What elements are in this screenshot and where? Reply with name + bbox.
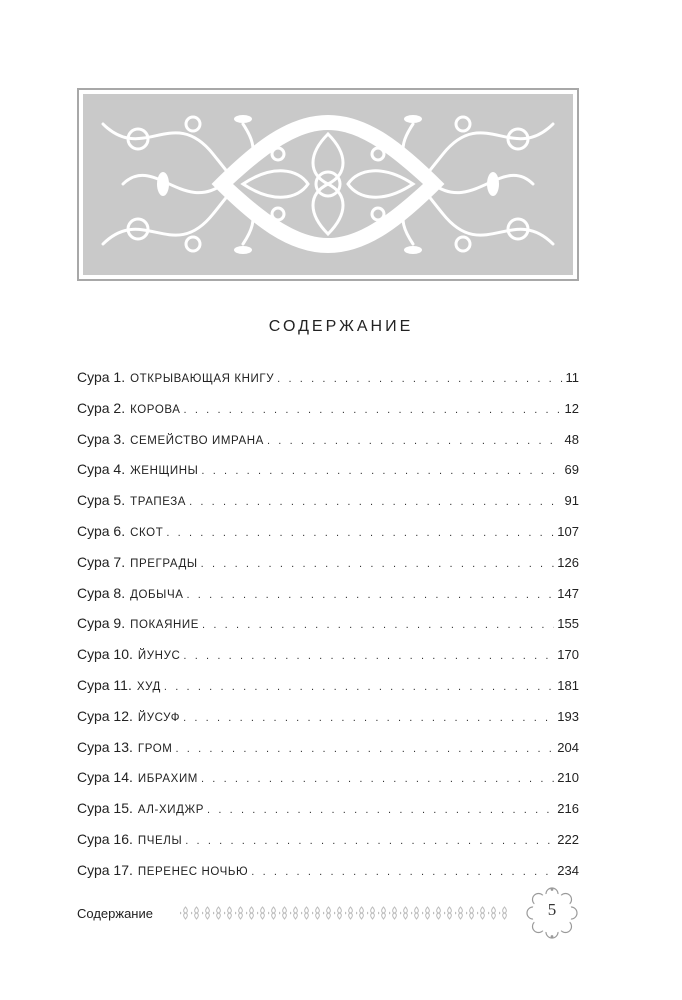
toc-entry-page: 12: [564, 400, 579, 416]
toc-entry[interactable]: [77, 829, 579, 860]
toc-entry-title: СЕМЕЙСТВО ИМРАНА: [130, 434, 264, 447]
toc-entry-page: 222: [557, 831, 579, 847]
toc-entry-title: ТРАПЕЗА: [130, 496, 187, 509]
dot-leader: [207, 800, 554, 820]
toc-entry-title: АЛ-ХИДЖР: [137, 804, 205, 817]
toc-entry[interactable]: [77, 429, 579, 460]
toc-entry-title: ЙУСУФ: [137, 711, 181, 724]
toc-entry-title: ОТКРЫВАЮЩАЯ КНИГУ: [130, 373, 275, 385]
toc-entry[interactable]: [77, 521, 579, 552]
toc-entry-page: 204: [557, 739, 579, 755]
dot-leader: [183, 646, 554, 666]
toc-entry[interactable]: [77, 552, 579, 583]
toc-entry[interactable]: [77, 706, 579, 737]
toc-entry[interactable]: [77, 860, 579, 891]
toc-entry-page: 210: [557, 770, 579, 786]
header-ornament: [77, 88, 579, 281]
toc-entry[interactable]: [77, 459, 579, 490]
toc-entry-prefix: Сура 11.: [77, 676, 132, 693]
dot-leader: [267, 431, 562, 451]
toc-entry-title: ХУД: [136, 680, 161, 693]
toc-entry-prefix: Сура 15.: [77, 800, 133, 817]
toc-entry[interactable]: [77, 737, 579, 768]
dot-leader: [184, 400, 562, 420]
toc-entry-page: 193: [557, 708, 579, 724]
toc-entry[interactable]: [77, 644, 579, 675]
dot-leader: [251, 862, 554, 882]
toc-entry-prefix: Сура 17.: [77, 861, 133, 878]
toc-entry-prefix: Сура 8.: [77, 584, 126, 601]
toc-entry-title: ПОКАЯНИЕ: [130, 619, 200, 632]
toc-entry-page: 107: [557, 523, 579, 539]
toc-entry[interactable]: [77, 613, 579, 644]
toc-entry-title: СКОТ: [130, 526, 164, 539]
toc-entry-title: ИБРАХИМ: [137, 773, 198, 786]
dot-leader: [202, 615, 554, 635]
toc-entry-prefix: Сура 1.: [77, 369, 126, 385]
toc-entry-prefix: Сура 16.: [77, 830, 133, 847]
dot-leader: [164, 677, 554, 697]
dot-leader: [183, 708, 554, 728]
toc-entry-page: 216: [557, 801, 579, 817]
toc-entry-page: 147: [557, 585, 579, 601]
toc-entry-prefix: Сура 6.: [77, 522, 126, 539]
dot-leader: [166, 523, 554, 543]
toc-entry[interactable]: [77, 583, 579, 614]
toc-entry-prefix: Сура 5.: [77, 492, 126, 509]
toc-entry[interactable]: [77, 398, 579, 429]
toc-entry-page: 170: [557, 647, 579, 663]
arabesque-ornament-icon: [83, 94, 573, 275]
dot-leader: [175, 739, 554, 759]
toc-entry-title: КОРОВА: [130, 403, 181, 416]
toc-entry-prefix: Сура 9.: [77, 615, 126, 632]
dot-leader: [187, 585, 555, 605]
dot-leader: [201, 461, 561, 481]
toc-entry-page: 181: [557, 677, 579, 693]
toc-entry-title: ПРЕГРАДЫ: [130, 557, 198, 570]
toc-entry-prefix: Сура 4.: [77, 461, 126, 478]
toc-entry[interactable]: [77, 490, 579, 521]
page-number: 5: [547, 900, 557, 919]
toc-entry-title: ПЧЕЛЫ: [137, 834, 183, 847]
toc-entry-prefix: Сура 3.: [77, 430, 126, 447]
toc-entry-title: ПЕРЕНЕС НОЧЬЮ: [137, 865, 249, 878]
dot-leader: [277, 369, 562, 389]
dot-leader: [189, 492, 561, 512]
toc-entry-title: ЙУНУС: [137, 650, 181, 663]
toc-entry[interactable]: [77, 367, 579, 398]
toc-entry[interactable]: [77, 675, 579, 706]
toc-entry[interactable]: [77, 798, 579, 829]
toc-entry-page: 126: [557, 554, 579, 570]
dot-leader: [201, 769, 554, 789]
toc-entry-title: ГРОМ: [137, 742, 173, 755]
toc-entry-page: 155: [557, 616, 579, 632]
toc-entry-page: 69: [564, 462, 579, 478]
toc-entry-prefix: Сура 12.: [77, 707, 133, 724]
ornamental-band-icon: [180, 906, 510, 920]
page-title: СОДЕРЖАНИЕ: [268, 318, 414, 335]
toc-entry-prefix: Сура 2.: [77, 399, 126, 416]
dot-leader: [185, 831, 554, 851]
toc-entry-page: 234: [557, 862, 579, 878]
toc-entry-title: ЖЕНЩИНЫ: [130, 465, 199, 478]
dot-leader: [201, 554, 555, 574]
toc-entry-title: ДОБЫЧА: [130, 588, 184, 601]
toc-entry-page: 91: [564, 493, 579, 509]
table-of-contents: [77, 367, 579, 891]
toc-entry-prefix: Сура 14.: [77, 769, 133, 786]
toc-entry[interactable]: [77, 767, 579, 798]
toc-entry-prefix: Сура 13.: [77, 738, 133, 755]
toc-entry-page: 11: [565, 370, 579, 385]
toc-entry-page: 48: [564, 431, 579, 447]
toc-entry-prefix: Сура 7.: [77, 553, 126, 570]
toc-entry-prefix: Сура 10.: [77, 646, 133, 663]
footer-section-label: Содержание: [77, 906, 153, 921]
